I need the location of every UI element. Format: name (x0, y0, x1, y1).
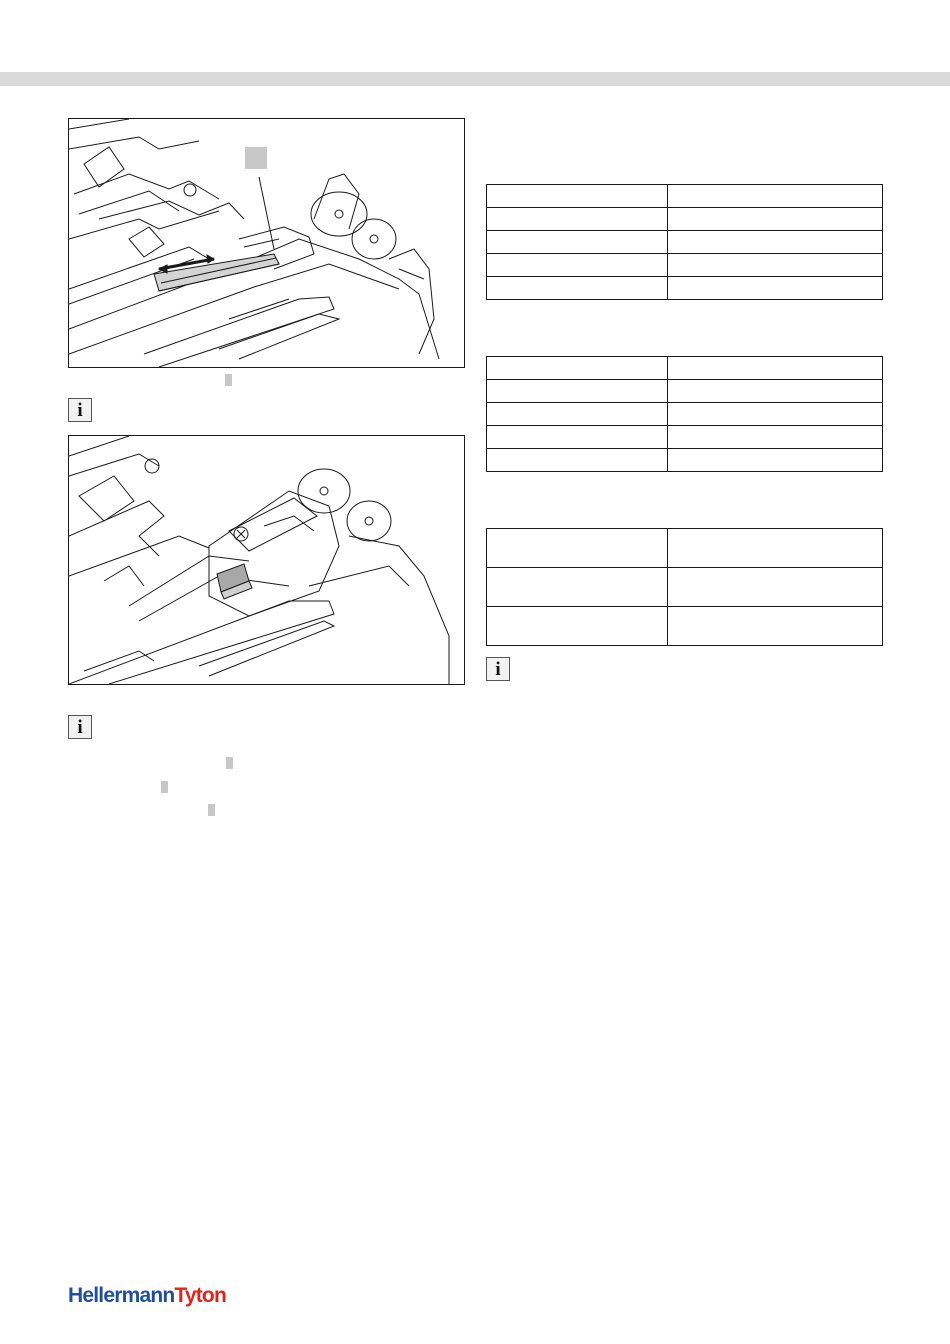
table-cell (668, 185, 883, 208)
table-cell (487, 357, 668, 380)
table-cell (487, 426, 668, 449)
table-row (487, 254, 883, 277)
spec-table-3 (486, 528, 883, 646)
table-cell (487, 231, 668, 254)
table-row (487, 403, 883, 426)
table-row (487, 357, 883, 380)
table-row (487, 607, 883, 646)
table-cell (668, 380, 883, 403)
table-row (487, 185, 883, 208)
table-cell (487, 208, 668, 231)
table-row (487, 568, 883, 607)
table-cell (668, 426, 883, 449)
info-icon: i (68, 398, 92, 422)
table-row (487, 277, 883, 300)
table-cell (487, 529, 668, 568)
spec-table-1 (486, 184, 883, 300)
table-cell (668, 277, 883, 300)
table-row (487, 426, 883, 449)
table-cell (487, 277, 668, 300)
brand-logo-part2: Tyton (174, 1284, 226, 1307)
brand-logo-part1: Hellermann (68, 1284, 175, 1307)
table-row (487, 449, 883, 472)
inline-reference-marker (161, 781, 168, 793)
table-cell (668, 568, 883, 607)
figure-insert-position (68, 435, 465, 685)
table-cell (668, 529, 883, 568)
table-cell (668, 231, 883, 254)
table-cell (668, 449, 883, 472)
brand-logo (68, 1284, 226, 1308)
table-cell (668, 403, 883, 426)
table-cell (487, 380, 668, 403)
table-cell (487, 403, 668, 426)
table-cell (487, 254, 668, 277)
table-cell (668, 607, 883, 646)
table-cell (487, 607, 668, 646)
table-row (487, 529, 883, 568)
inline-reference-marker (226, 757, 233, 769)
table-cell (668, 208, 883, 231)
header-bar (0, 72, 950, 86)
table-cell (668, 254, 883, 277)
info-icon: i (486, 657, 510, 681)
figure-blade-adjustment (68, 118, 465, 368)
table-row (487, 231, 883, 254)
inline-reference-marker (225, 374, 232, 386)
inline-reference-marker (208, 804, 215, 816)
info-icon: i (68, 715, 92, 739)
table-cell (487, 185, 668, 208)
figure-callout-marker (245, 147, 267, 169)
table-row (487, 208, 883, 231)
table-cell (668, 357, 883, 380)
spec-table-2 (486, 356, 883, 472)
table-cell (487, 449, 668, 472)
table-cell (487, 568, 668, 607)
table-row (487, 380, 883, 403)
